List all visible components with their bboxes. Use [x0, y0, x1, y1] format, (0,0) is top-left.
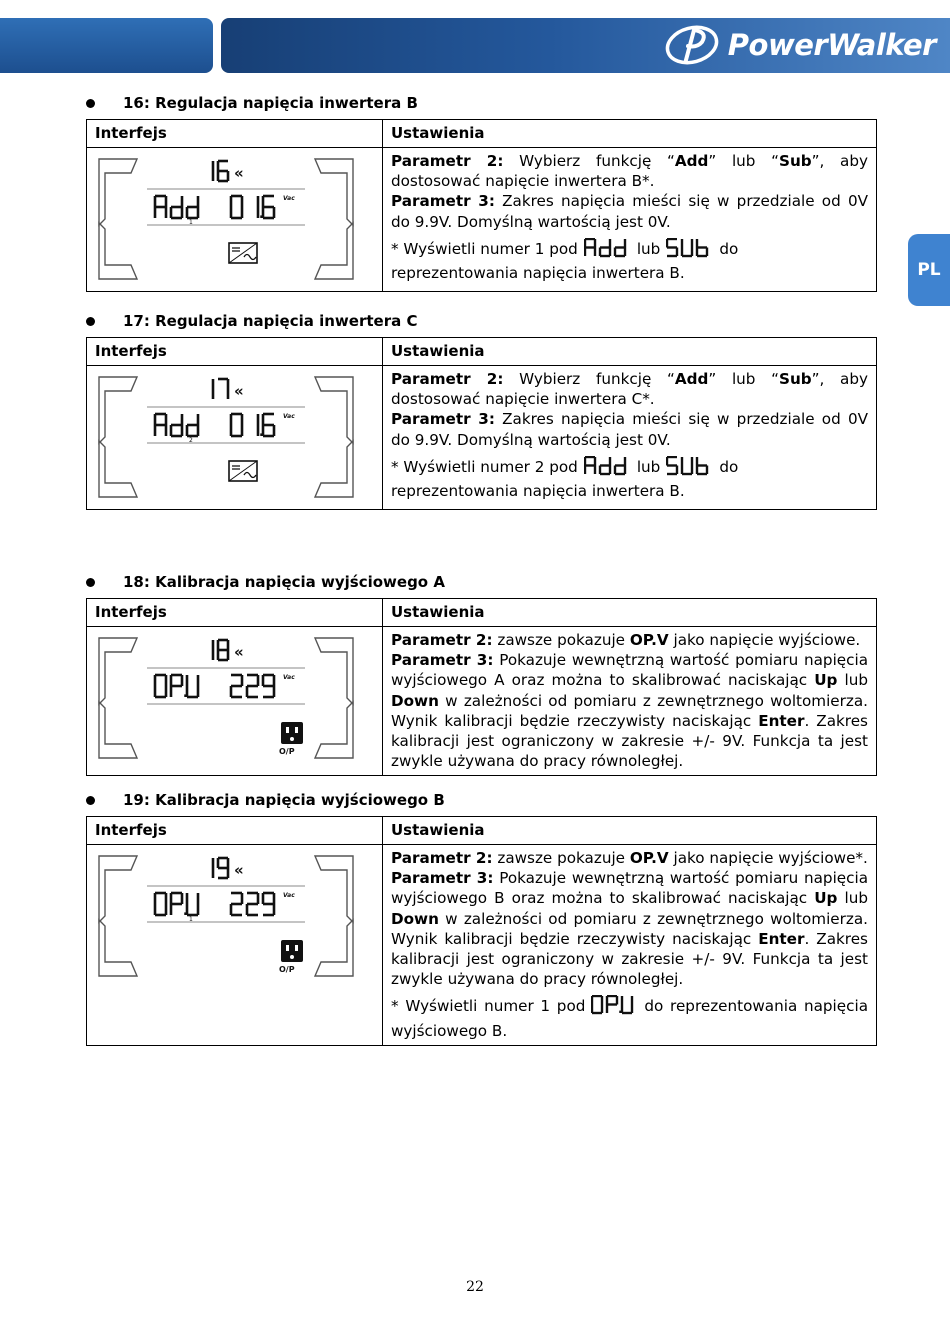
segment-text [666, 238, 713, 258]
section-title: 17: Regulacja napięcia inwertera C [86, 310, 877, 332]
param3-text: Parametr 3: Pokazuje wewnętrzną wartość pomiaru napięcia wyjściowego B oraz można to skalibrować naciskając Up lub Down w zależności od pomiaru z zewnętrznego woltomierza. Wynik kalibracji będzie rzeczywisty naciskając Enter. Zakres kalibracji jest ograniczony w zakresie +/- 9V. Funkcja ta jest zwykle używana do pracy równoległej. [391, 869, 869, 989]
lcd-cell [87, 148, 383, 292]
param2-text: Parametr 2: Wybierz funkcję “Add” lub “Sub”, aby dostosować napięcie inwertera C*. [391, 370, 868, 409]
lcd-display [93, 151, 359, 287]
settings-description [383, 366, 877, 510]
segment-text [591, 995, 638, 1015]
lcd-cell [87, 366, 383, 510]
segment-text [584, 456, 631, 476]
phase-index: 1 [189, 219, 193, 226]
chevron-left-icon: « [234, 164, 244, 182]
header-settings: Ustawienia [383, 817, 877, 845]
settings-description [383, 148, 877, 292]
lcd-display [93, 630, 359, 766]
segment-sub [666, 238, 713, 263]
param3-text: Parametr 3: Zakres napięcia mieści się w przedziale od 0V do 9.9V. Domyślną wartością jest 0V. [391, 410, 869, 449]
segment-add [584, 456, 631, 481]
output-socket-icon [281, 722, 303, 744]
segment-add [584, 238, 631, 263]
segment-sub [666, 456, 713, 481]
brand-name: PowerWalker [727, 28, 936, 62]
param2-text: Parametr 2: Wybierz funkcję “Add” lub “Sub”, aby dostosować napięcie inwertera B*. [391, 152, 868, 191]
note-text: * Wyświetli numer 1 pod lub do reprezentowania napięcia inwertera B. [391, 239, 739, 283]
lcd-cell [87, 627, 383, 776]
settings-table [86, 337, 877, 510]
header-interface: Interfejs [87, 120, 383, 148]
chevron-left-icon: « [234, 643, 244, 661]
inverter-icon [229, 461, 257, 481]
powerwalker-logo-icon [664, 24, 722, 66]
brand-logo [664, 24, 936, 66]
lcd-display [93, 848, 359, 984]
bullet-icon [86, 578, 95, 587]
output-label: O/P [279, 747, 295, 756]
inverter-icon [229, 243, 257, 263]
unit-label: Vac [283, 892, 295, 899]
section-16 [86, 92, 877, 292]
lcd-display [93, 369, 359, 505]
section-18 [86, 571, 877, 776]
chevron-left-icon: « [234, 382, 244, 400]
header-interface: Interfejs [87, 817, 383, 845]
note-text: * Wyświetli numer 1 pod do reprezentowania napięcia wyjściowego B. [391, 997, 868, 1040]
section-title: 16: Regulacja napięcia inwertera B [86, 92, 877, 114]
bullet-icon [86, 317, 95, 326]
bullet-icon [86, 796, 95, 805]
settings-description [383, 627, 877, 776]
lcd-cell [87, 845, 383, 1046]
header-interface: Interfejs [87, 338, 383, 366]
page-number: 22 [466, 1279, 484, 1295]
header-settings: Ustawienia [383, 338, 877, 366]
section-title: 18: Kalibracja napięcia wyjściowego A [86, 571, 877, 593]
header-bar-left [0, 18, 213, 73]
section-19 [86, 789, 877, 1046]
param3-text: Parametr 3: Pokazuje wewnętrzną wartość pomiaru napięcia wyjściowego A oraz można to skalibrować naciskając Up lub Down w zależności od pomiaru z zewnętrznego woltomierza. Wynik kalibracji będzie rzeczywisty naciskając Enter. Zakres kalibracji jest ograniczony w zakresie +/- 9V. Funkcja ta jest zwykle używana do pracy równoległej. [391, 651, 869, 771]
settings-table [86, 598, 877, 776]
output-label: O/P [279, 965, 295, 974]
note-text: * Wyświetli numer 2 pod lub do reprezentowania napięcia inwertera B. [391, 457, 739, 501]
unit-label: Vac [283, 413, 295, 420]
header-interface: Interfejs [87, 599, 383, 627]
header-settings: Ustawienia [383, 599, 877, 627]
section-title: 19: Kalibracja napięcia wyjściowego B [86, 789, 877, 811]
phase-index: 1 [189, 916, 193, 923]
chevron-left-icon: « [234, 861, 244, 879]
settings-table [86, 816, 877, 1046]
param3-text: Parametr 3: Zakres napięcia mieści się w przedziale od 0V do 9.9V. Domyślną wartością jest 0V. [391, 192, 869, 231]
header-settings: Ustawienia [383, 120, 877, 148]
unit-label: Vac [283, 195, 295, 202]
bullet-icon [86, 99, 95, 108]
language-tab[interactable]: PL [908, 234, 950, 306]
settings-table [86, 119, 877, 292]
segment-text [666, 456, 713, 476]
segment-opu [591, 995, 638, 1020]
param2-text: Parametr 2: zawsze pokazuje OP.V jako napięcie wyjściowe. [391, 631, 861, 649]
settings-description [383, 845, 877, 1046]
unit-label: Vac [283, 674, 295, 681]
segment-text [584, 238, 631, 258]
param2-text: Parametr 2: zawsze pokazuje OP.V jako napięcie wyjściowe*. [391, 849, 868, 867]
section-17 [86, 310, 877, 510]
phase-index: 2 [189, 437, 193, 444]
output-socket-icon [281, 940, 303, 962]
